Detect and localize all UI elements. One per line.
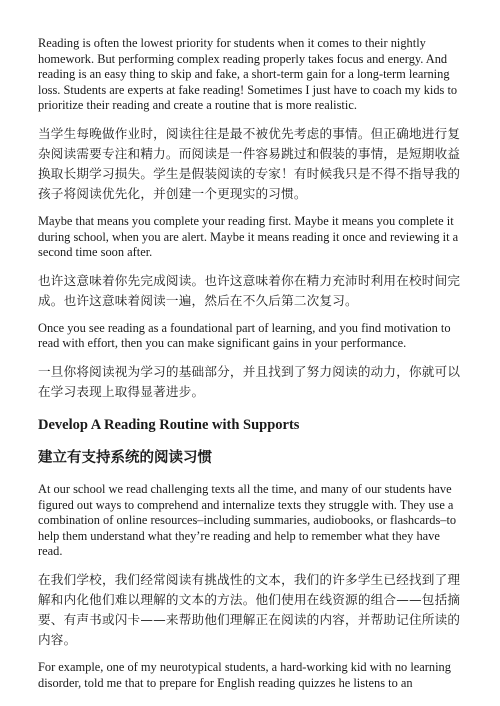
- paragraph-zh-2: 也许这意味着你先完成阅读。也许这意味着你在精力充沛时利用在校时间完成。也许这意味着阅读一遍，然后在不久后第二次复习。: [38, 272, 461, 308]
- paragraph-en-1: Reading is often the lowest priority for students when it comes to their nightly homework. But performing complex reading properly takes focus and energy. And reading is an easy thing to skip and fake, a short-term gain for a long-term learning loss. Students are experts at fake reading! Sometimes I just have to coach my kids to prioritize their reading and create a routine that is more realistic.: [38, 36, 458, 113]
- section-heading-zh: 建立有支持系统的阅读习惯: [38, 449, 212, 466]
- paragraph-en-5: For example, one of my neurotypical students, a hard-working kid with no learning disorder, told me that to prepare for English reading quizzes he listens to an: [38, 659, 451, 690]
- paragraph-zh-1: 当学生每晚做作业时，阅读往往是最不被优先考虑的事情。但正确地进行复杂阅读需要专注和精力。而阅读是一件容易跳过和假装的事情，是短期收益换取长期学习损失。学生是假装阅读的专家！有时候我只是不得不指导我的孩子将阅读优先化，并创建一个更现实的习惯。: [38, 125, 461, 201]
- paragraph-en-2: Maybe that means you complete your reading first. Maybe it means you complete it during school, when you are alert. Maybe it means reading it once and reviewing it a second time soon after.: [38, 213, 459, 260]
- paragraph-en-3: Once you see reading as a foundational part of learning, and you find motivation to read with effort, then you can make significant gains in your performance.: [38, 320, 451, 351]
- section-heading-en: Develop A Reading Routine with Supports: [38, 416, 300, 433]
- document-page: [38, 36, 462, 701]
- paragraph-zh-3: 一旦你将阅读视为学习的基础部分，并且找到了努力阅读的动力，你就可以在学习表现上取得显著进步。: [38, 363, 461, 399]
- paragraph-zh-4: 在我们学校，我们经常阅读有挑战性的文本，我们的许多学生已经找到了理解和内化他们难以理解的文本的方法。他们使用在线资源的组合——包括摘要、有声书或闪卡——来帮助他们理解正在阅读的内容，并帮助记住所读的内容。: [38, 571, 461, 647]
- paragraph-en-4: At our school we read challenging texts all the time, and many of our students have figured out ways to comprehend and internalize texts they struggle with. They use a combination of online resources–including summaries, audiobooks, or flashcards–to help them understand what they’re reading and help to remember what they have read.: [38, 481, 457, 559]
